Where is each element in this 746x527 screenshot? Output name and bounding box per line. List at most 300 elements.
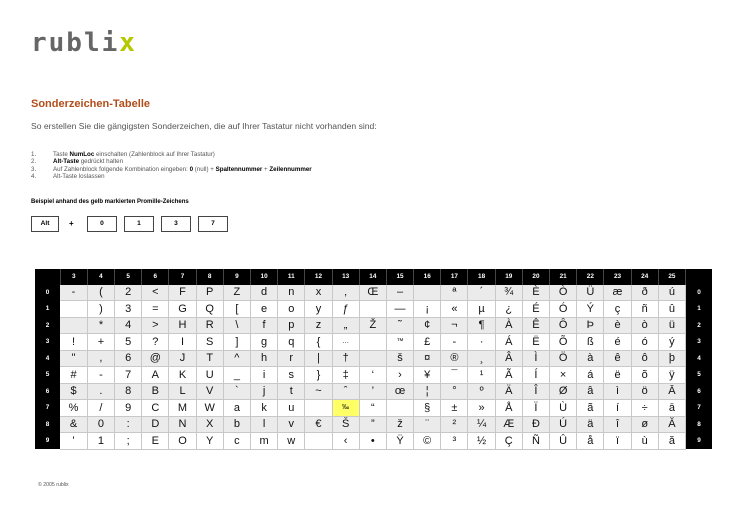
char-cell: ) — [87, 301, 114, 318]
char-cell: 5 — [115, 334, 142, 351]
char-cell: e — [250, 301, 277, 318]
char-cell — [359, 350, 386, 367]
char-cell: x — [305, 285, 332, 301]
table-row — [35, 317, 712, 334]
char-cell: - — [87, 367, 114, 384]
char-cell: ' — [60, 433, 87, 450]
char-cell: v — [278, 416, 305, 433]
char-cell: É — [522, 301, 549, 318]
char-cell: R — [196, 317, 223, 334]
char-cell: t — [278, 383, 305, 400]
char-cell: % — [60, 400, 87, 417]
char-cell: ? — [142, 334, 169, 351]
char-cell: ü — [658, 317, 685, 334]
char-cell: â — [577, 383, 604, 400]
char-cell: Ă — [658, 416, 685, 433]
char-cell: Ò — [550, 285, 577, 301]
char-cell: ß — [577, 334, 604, 351]
char-cell: Ñ — [522, 433, 549, 450]
step-text: einschalten (Zahlenblock auf Ihrer Tastatur) — [94, 151, 215, 158]
char-cell: = — [142, 301, 169, 318]
char-cell: Ý — [577, 301, 604, 318]
step-item — [31, 166, 312, 173]
char-cell: n — [278, 285, 305, 301]
char-cell: ¶ — [468, 317, 495, 334]
char-cell: ± — [441, 400, 468, 417]
char-cell: + — [87, 334, 114, 351]
char-cell: å — [577, 433, 604, 450]
char-cell: d — [250, 285, 277, 301]
char-cell: ¡ — [414, 301, 441, 318]
char-cell: ª — [441, 285, 468, 301]
char-cell: D — [142, 416, 169, 433]
step-number: 3. — [31, 165, 37, 173]
char-cell: 9 — [115, 400, 142, 417]
char-cell: ā — [658, 400, 685, 417]
column-header: 22 — [577, 269, 604, 285]
char-cell: l — [250, 416, 277, 433]
char-cell: 3 — [115, 301, 142, 318]
char-cell: ( — [87, 285, 114, 301]
char-cell: * — [87, 317, 114, 334]
step-bold: Zeilennummer — [269, 165, 312, 173]
char-cell: z — [305, 317, 332, 334]
char-cell: , — [87, 350, 114, 367]
page-title: Sonderzeichen-Tabelle — [31, 98, 150, 110]
char-cell: ¥ — [414, 367, 441, 384]
step-bold: NumLoc — [69, 151, 95, 158]
char-cell: p — [278, 317, 305, 334]
step-bold: Spaltennummer — [215, 165, 263, 173]
char-cell: < — [142, 285, 169, 301]
column-header: 7 — [169, 269, 196, 285]
char-cell: Ç — [495, 433, 522, 450]
row-label: 5 — [35, 367, 60, 384]
row-label: 1 — [35, 301, 60, 318]
char-cell: Ü — [577, 285, 604, 301]
char-cell: V — [196, 383, 223, 400]
char-cell: Õ — [550, 334, 577, 351]
char-cell: & — [60, 416, 87, 433]
char-cell: ˆ — [332, 383, 359, 400]
char-cell: æ — [604, 285, 631, 301]
column-header: 16 — [414, 269, 441, 285]
char-cell: } — [305, 367, 332, 384]
char-cell: C — [142, 400, 169, 417]
char-cell: ´ — [468, 285, 495, 301]
char-cell: h — [250, 350, 277, 367]
char-cell: È — [522, 285, 549, 301]
char-cell: ‚ — [332, 285, 359, 301]
char-cell: P — [196, 285, 223, 301]
char-cell: › — [386, 367, 413, 384]
char-cell: — — [386, 301, 413, 318]
step-item — [31, 151, 312, 158]
char-cell: º — [468, 383, 495, 400]
row-label: 3 — [685, 334, 712, 351]
char-cell: k — [250, 400, 277, 417]
row-label: 0 — [685, 285, 712, 301]
column-header: 12 — [305, 269, 332, 285]
table-row — [35, 383, 712, 400]
char-cell: þ — [658, 350, 685, 367]
char-cell: è — [604, 317, 631, 334]
char-cell: ² — [441, 416, 468, 433]
table-row — [35, 367, 712, 384]
char-cell: Ó — [550, 301, 577, 318]
char-cell: m — [250, 433, 277, 450]
char-cell: r — [278, 350, 305, 367]
char-cell: ñ — [631, 301, 658, 318]
char-cell: y — [305, 301, 332, 318]
char-cell: í — [604, 400, 631, 417]
step-item — [31, 158, 312, 165]
row-label: 8 — [35, 416, 60, 433]
char-cell: > — [142, 317, 169, 334]
char-cell: b — [223, 416, 250, 433]
char-cell: † — [332, 350, 359, 367]
char-cell: W — [196, 400, 223, 417]
char-cell: - — [441, 334, 468, 351]
char-cell: ° — [441, 383, 468, 400]
row-label: 9 — [685, 433, 712, 450]
char-cell: Z — [223, 285, 250, 301]
char-cell: q — [278, 334, 305, 351]
char-cell: ` — [223, 383, 250, 400]
row-label: 4 — [35, 350, 60, 367]
row-label: 6 — [685, 383, 712, 400]
char-cell: Ú — [550, 416, 577, 433]
char-cell: Ï — [522, 400, 549, 417]
char-cell: € — [305, 416, 332, 433]
column-header: 8 — [196, 269, 223, 285]
char-cell: @ — [142, 350, 169, 367]
char-cell: – — [386, 285, 413, 301]
char-cell: ð — [631, 285, 658, 301]
char-cell: “ — [359, 400, 386, 417]
char-cell: Á — [495, 334, 522, 351]
step-text: Auf Zahlenblock folgende Kombination eingeben: — [53, 165, 190, 173]
char-cell — [414, 285, 441, 301]
char-cell: Ë — [522, 334, 549, 351]
column-header: 18 — [468, 269, 495, 285]
char-cell: # — [60, 367, 87, 384]
char-cell: Ā — [658, 383, 685, 400]
char-cell: ‘ — [359, 367, 386, 384]
char-cell: „ — [332, 317, 359, 334]
char-cell: Î — [522, 383, 549, 400]
char-cell — [359, 301, 386, 318]
column-header: 10 — [250, 269, 277, 285]
char-cell — [305, 433, 332, 450]
char-cell: _ — [223, 367, 250, 384]
char-cell: ¤ — [414, 350, 441, 367]
char-cell: Ð — [522, 416, 549, 433]
char-cell: ® — [441, 350, 468, 367]
column-header: 13 — [332, 269, 359, 285]
page-subtitle: So erstellen Sie die gängigsten Sonderzeichen, die auf Ihrer Tastatur nicht vorhanden sind: — [31, 121, 377, 131]
step-number: 1. — [31, 151, 37, 158]
logo-text: rubli — [31, 28, 120, 58]
char-cell: ™ — [386, 334, 413, 351]
row-label: 8 — [685, 416, 712, 433]
char-cell: ; — [115, 433, 142, 450]
char-cell: Œ — [359, 285, 386, 301]
column-header: 19 — [495, 269, 522, 285]
key-alt: Alt — [31, 216, 59, 232]
char-cell: ô — [631, 350, 658, 367]
char-cell: s — [278, 367, 305, 384]
char-cell: : — [115, 416, 142, 433]
step-text: Alt-Taste loslassen — [53, 172, 105, 180]
char-cell: i — [250, 367, 277, 384]
table-row — [35, 416, 712, 433]
key-7: 7 — [198, 216, 228, 232]
row-label: 7 — [35, 400, 60, 417]
char-cell: Ù — [550, 400, 577, 417]
char-cell: µ — [468, 301, 495, 318]
char-cell: ù — [631, 433, 658, 450]
step-text: Taste — [53, 151, 70, 158]
step-number: 2. — [31, 158, 37, 166]
char-cell: " — [60, 350, 87, 367]
char-cell: 2 — [115, 285, 142, 301]
char-cell: û — [658, 301, 685, 318]
char-cell: Y — [196, 433, 223, 450]
char-cell: 4 — [115, 317, 142, 334]
char-cell: ¿ — [495, 301, 522, 318]
char-cell: £ — [414, 334, 441, 351]
char-cell: | — [305, 350, 332, 367]
char-cell — [60, 317, 87, 334]
char-cell: 6 — [115, 350, 142, 367]
column-header: 9 — [223, 269, 250, 285]
char-cell: f — [250, 317, 277, 334]
row-label: 7 — [685, 400, 712, 417]
char-cell: 0 — [87, 416, 114, 433]
column-header: 24 — [631, 269, 658, 285]
char-cell: • — [359, 433, 386, 450]
logo-wordmark — [31, 28, 137, 58]
table-row — [35, 400, 712, 417]
char-cell: \ — [223, 317, 250, 334]
char-cell: U — [196, 367, 223, 384]
char-cell: S — [196, 334, 223, 351]
row-label: 2 — [35, 317, 60, 334]
char-cell: ¹ — [468, 367, 495, 384]
char-cell: ì — [604, 383, 631, 400]
char-cell: ‡ — [332, 367, 359, 384]
char-cell: ž — [386, 416, 413, 433]
char-cell: Ö — [550, 350, 577, 367]
instruction-steps — [31, 151, 312, 180]
column-header: 14 — [359, 269, 386, 285]
char-cell: ö — [631, 383, 658, 400]
char-cell: ‰ — [332, 400, 359, 417]
char-cell: ú — [658, 285, 685, 301]
char-cell: Û — [550, 433, 577, 450]
char-cell: u — [278, 400, 305, 417]
char-cell: © — [414, 433, 441, 450]
char-cell — [359, 334, 386, 351]
char-cell: ¢ — [414, 317, 441, 334]
step-bold: 0 — [189, 165, 194, 173]
column-header: 17 — [441, 269, 468, 285]
column-header-row — [35, 269, 712, 285]
char-cell: á — [577, 367, 604, 384]
column-header: 15 — [386, 269, 413, 285]
char-cell: Þ — [577, 317, 604, 334]
logo-accent: x — [119, 28, 137, 58]
char-cell: ˜ — [386, 317, 413, 334]
char-cell: a — [223, 400, 250, 417]
char-cell: ï — [604, 433, 631, 450]
step-text: (null) + — [193, 165, 216, 173]
char-cell: î — [604, 416, 631, 433]
char-cell: ‹ — [332, 433, 359, 450]
char-cell: I — [169, 334, 196, 351]
char-cell: ½ — [468, 433, 495, 450]
row-label: 0 — [35, 285, 60, 301]
char-cell: o — [278, 301, 305, 318]
char-cell: G — [169, 301, 196, 318]
char-cell: … — [332, 334, 359, 351]
char-cell: Ô — [550, 317, 577, 334]
char-cell: š — [386, 350, 413, 367]
char-cell: Ã — [495, 367, 522, 384]
key-0: 0 — [87, 216, 117, 232]
step-item — [31, 173, 312, 180]
table-row — [35, 350, 712, 367]
row-label: 6 — [35, 383, 60, 400]
char-cell: ÷ — [631, 400, 658, 417]
column-header: 20 — [522, 269, 549, 285]
char-cell: ó — [631, 334, 658, 351]
table-row — [35, 285, 712, 301]
row-label: 4 — [685, 350, 712, 367]
char-cell: Ø — [550, 383, 577, 400]
char-cell: ă — [658, 433, 685, 450]
row-label: 3 — [35, 334, 60, 351]
char-cell: ò — [631, 317, 658, 334]
char-cell: ç — [604, 301, 631, 318]
char-cell: Æ — [495, 416, 522, 433]
char-cell: $ — [60, 383, 87, 400]
char-cell: 7 — [115, 367, 142, 384]
char-cell: { — [305, 334, 332, 351]
char-cell: ¦ — [414, 383, 441, 400]
char-cell: 1 — [87, 433, 114, 450]
char-cell: X — [196, 416, 223, 433]
char-cell: ” — [359, 416, 386, 433]
char-cell: œ — [386, 383, 413, 400]
table-row — [35, 301, 712, 318]
key-1: 1 — [124, 216, 154, 232]
char-cell: E — [142, 433, 169, 450]
char-cell: ¨ — [414, 416, 441, 433]
column-header: 5 — [115, 269, 142, 285]
char-cell: ¯ — [441, 367, 468, 384]
char-cell: ~ — [305, 383, 332, 400]
row-label: 9 — [35, 433, 60, 450]
step-text: gedrückt halten — [79, 158, 124, 166]
column-header: 6 — [142, 269, 169, 285]
char-cell: ¾ — [495, 285, 522, 301]
char-cell: . — [87, 383, 114, 400]
step-number: 4. — [31, 172, 37, 180]
char-cell: Ê — [522, 317, 549, 334]
char-cell: Ì — [522, 350, 549, 367]
char-cell: × — [550, 367, 577, 384]
column-header: 11 — [278, 269, 305, 285]
char-cell: F — [169, 285, 196, 301]
char-cell: ¬ — [441, 317, 468, 334]
char-cell: L — [169, 383, 196, 400]
char-cell: M — [169, 400, 196, 417]
plus-sign: + — [69, 219, 74, 228]
key-3: 3 — [161, 216, 191, 232]
char-cell: ¸ — [468, 350, 495, 367]
char-cell: / — [87, 400, 114, 417]
char-cell: õ — [631, 367, 658, 384]
char-cell: Ÿ — [386, 433, 413, 450]
char-cell: ê — [604, 350, 631, 367]
char-cell: ] — [223, 334, 250, 351]
char-cell: B — [142, 383, 169, 400]
char-cell: 8 — [115, 383, 142, 400]
char-cell: O — [169, 433, 196, 450]
char-cell: H — [169, 317, 196, 334]
column-header: 21 — [550, 269, 577, 285]
char-cell: Ž — [359, 317, 386, 334]
char-cell: ë — [604, 367, 631, 384]
table-row — [35, 334, 712, 351]
column-header: 23 — [604, 269, 631, 285]
char-cell: · — [468, 334, 495, 351]
table-corner — [685, 269, 712, 285]
char-cell: N — [169, 416, 196, 433]
char-cell: ÿ — [658, 367, 685, 384]
table-row — [35, 433, 712, 450]
char-cell — [60, 301, 87, 318]
char-cell: ä — [577, 416, 604, 433]
char-cell: ã — [577, 400, 604, 417]
copyright-footer: © 2005 rublix — [38, 482, 69, 488]
char-cell: ¼ — [468, 416, 495, 433]
char-cell: c — [223, 433, 250, 450]
row-label: 5 — [685, 367, 712, 384]
char-cell: Å — [495, 400, 522, 417]
char-cell: à — [577, 350, 604, 367]
table-corner — [35, 269, 60, 285]
char-cell: A — [142, 367, 169, 384]
char-cell — [305, 400, 332, 417]
char-cell: ! — [60, 334, 87, 351]
special-character-table — [35, 269, 712, 450]
char-cell: K — [169, 367, 196, 384]
char-cell: Â — [495, 350, 522, 367]
char-cell: - — [60, 285, 87, 301]
char-cell: « — [441, 301, 468, 318]
char-cell: Í — [522, 367, 549, 384]
column-header: 25 — [658, 269, 685, 285]
char-cell: g — [250, 334, 277, 351]
char-cell: À — [495, 317, 522, 334]
char-cell: Q — [196, 301, 223, 318]
char-cell: § — [414, 400, 441, 417]
row-label: 1 — [685, 301, 712, 318]
char-cell: T — [196, 350, 223, 367]
